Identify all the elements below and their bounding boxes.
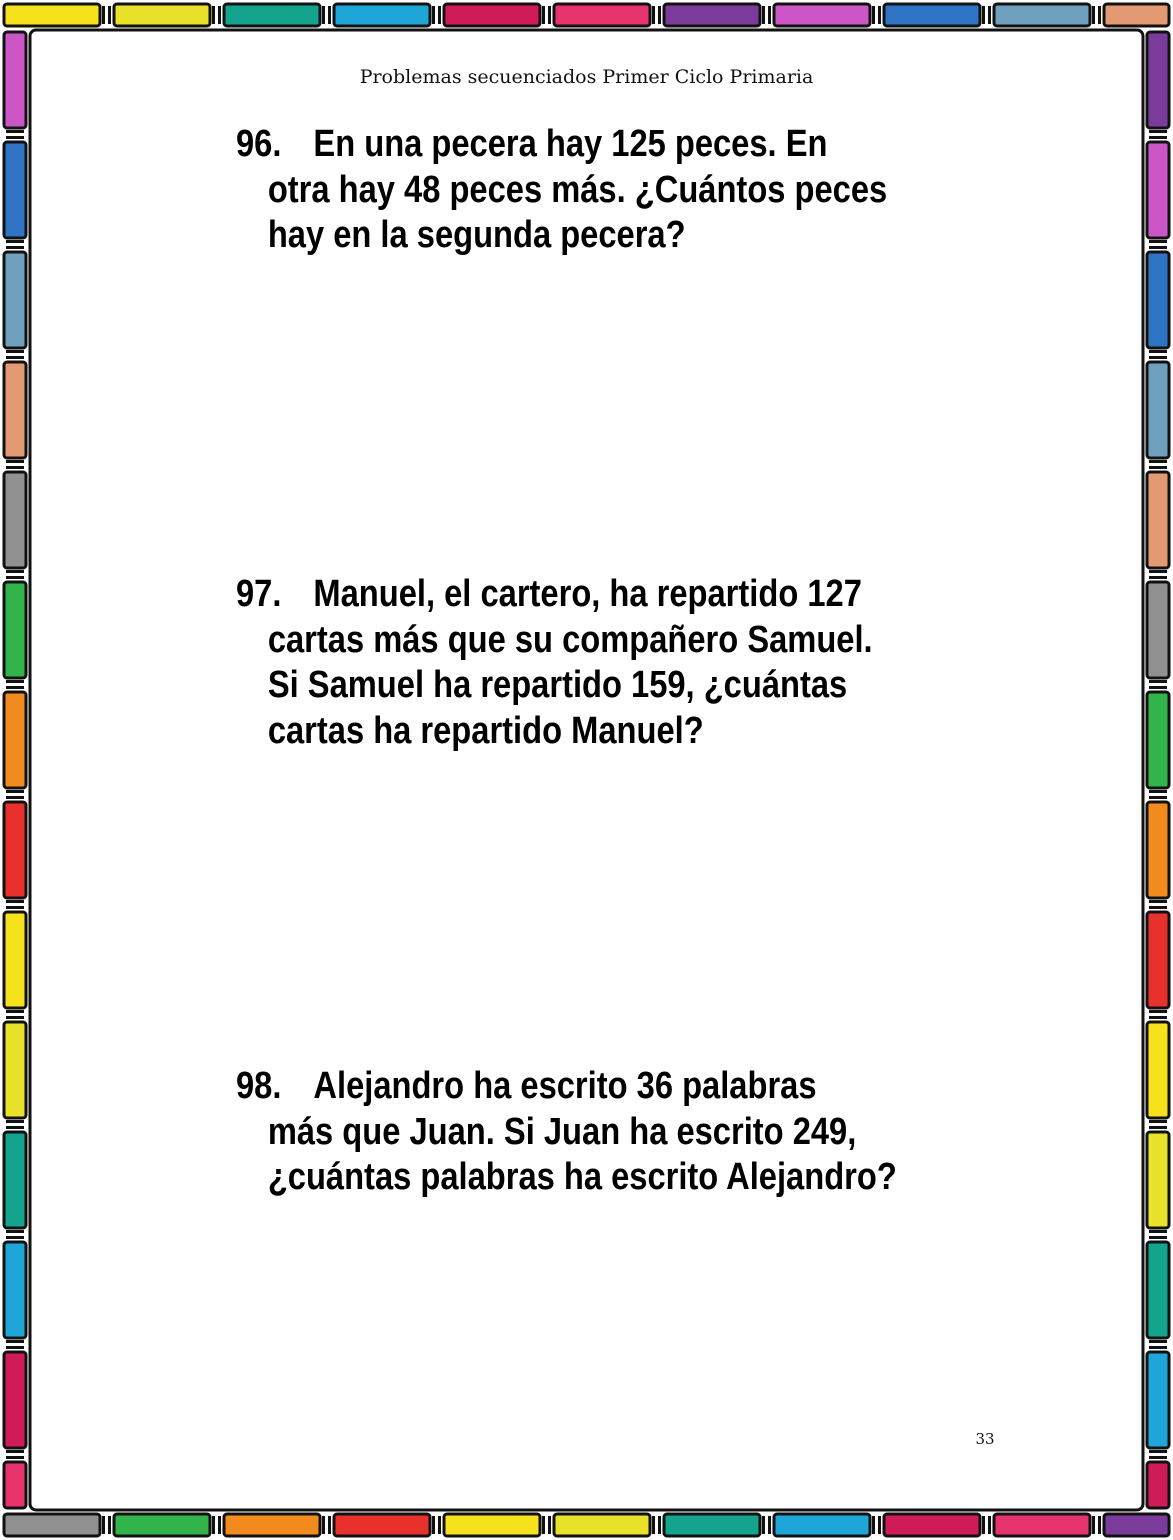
border-notch [1149,576,1167,579]
border-strip [4,472,26,568]
border-notch [1149,1010,1167,1013]
border-notch [988,1516,991,1534]
problem-line [236,1064,855,1110]
border-notch [1149,1450,1167,1453]
border-strip [4,1462,26,1508]
problem-96 [236,122,888,259]
border-strip [4,362,26,458]
border-notch [768,6,771,24]
border-strip [334,1514,430,1536]
border-notch [6,576,24,579]
border-strip [1147,1132,1169,1228]
border-strip [4,802,26,898]
border-strip [1147,252,1169,348]
border-notch [1149,686,1167,689]
problem-98 [236,1064,897,1201]
border-notch [432,6,435,24]
border-notch [6,136,24,139]
border-notch [872,6,875,24]
border-notch [1149,906,1167,909]
border-notch [6,246,24,249]
border-notch [878,1516,881,1534]
border-notch [6,1016,24,1019]
border-strip [1147,362,1169,458]
border-notch [6,570,24,573]
border-notch [1149,1456,1167,1459]
problem-line: ¿cuántas palabras ha escrito Alejandro? [267,1156,897,1198]
border-notch [1092,6,1095,24]
border-notch [1149,570,1167,573]
border-notch [1149,1230,1167,1233]
border-strip [4,1514,100,1536]
border-notch [1149,136,1167,139]
border-strip [4,1022,26,1118]
problem-number: 96. [236,123,282,165]
border-notch [432,1516,435,1534]
border-notch [652,1516,655,1534]
border-notch [1098,6,1101,24]
problem-number: 98. [236,1065,282,1107]
border-notch [1149,350,1167,353]
border-notch [1098,1516,1101,1534]
border-notch [6,1456,24,1459]
border-strip [4,692,26,788]
border-strip [1147,582,1169,678]
border-notch [438,6,441,24]
border-notch [328,1516,331,1534]
border-strip [4,1352,26,1448]
border-notch [768,1516,771,1534]
border-notch [658,6,661,24]
border-strip [1147,1022,1169,1118]
problem-line: cartas más que su compañero Samuel. [267,618,873,661]
border-strip [4,142,26,238]
problem-line: hay en la segunda pecera? [267,214,686,256]
border-strip [334,4,430,26]
border-notch [1149,1120,1167,1123]
border-strip [994,4,1090,26]
border-strip [1147,802,1169,898]
border-notch [6,130,24,133]
border-notch [6,906,24,909]
problem-line [236,122,855,168]
border-notch [218,6,221,24]
border-notch [322,6,325,24]
border-notch [212,6,215,24]
border-strip [664,4,760,26]
border-notch [762,6,765,24]
border-strip [884,1514,980,1536]
border-notch [108,1516,111,1534]
border-notch [1149,130,1167,133]
border-notch [6,1236,24,1239]
border-strip [1104,4,1169,26]
border-strip [664,1514,760,1536]
border-strip [4,582,26,678]
border-strip [774,4,870,26]
border-notch [1149,246,1167,249]
border-notch [1149,680,1167,683]
border-strip [224,1514,320,1536]
border-notch [212,1516,215,1534]
border-notch [1149,1016,1167,1019]
border-notch [6,1230,24,1233]
border-notch [6,1340,24,1343]
border-notch [1149,240,1167,243]
border-notch [1149,900,1167,903]
border-notch [658,1516,661,1534]
border-strip [554,1514,650,1536]
border-strip [994,1514,1090,1536]
border-notch [6,1126,24,1129]
border-notch [1149,460,1167,463]
problem-number: 97. [236,573,282,615]
border-strip [4,252,26,348]
border-notch [982,6,985,24]
border-notch [108,6,111,24]
problem-line: cartas ha repartido Manuel? [267,709,704,752]
border-notch [652,6,655,24]
border-notch [6,356,24,359]
border-strip [1147,142,1169,238]
border-notch [6,466,24,469]
border-notch [322,1516,325,1534]
border-notch [982,1516,985,1534]
border-strip [114,4,210,26]
border-notch [1149,466,1167,469]
border-notch [1149,1346,1167,1349]
border-notch [6,686,24,689]
border-strip [4,912,26,1008]
border-strip [1104,1514,1169,1536]
border-notch [102,1516,105,1534]
border-notch [548,6,551,24]
border-notch [878,6,881,24]
problem-line: Si Samuel ha repartido 159, ¿cuántas [267,664,848,706]
border-notch [6,680,24,683]
border-strip [224,4,320,26]
problem-line: más que Juan. Si Juan ha escrito 249, [267,1110,857,1153]
border-notch [6,460,24,463]
border-notch [328,6,331,24]
border-strip [1147,692,1169,788]
border-notch [218,1516,221,1534]
problem-text: Alejandro ha escrito 36 palabras [313,1065,817,1107]
problem-text: Manuel, el cartero, ha repartido 127 [313,573,862,615]
problem-line [236,572,862,618]
border-notch [872,1516,875,1534]
border-strip [1147,1462,1169,1508]
border-notch [6,796,24,799]
border-notch [102,6,105,24]
border-notch [1149,1340,1167,1343]
border-notch [988,6,991,24]
border-notch [6,790,24,793]
border-notch [6,1346,24,1349]
border-strip [444,1514,540,1536]
border-notch [6,900,24,903]
border-notch [1092,1516,1095,1534]
page-number: 33 [975,1430,995,1448]
border-strip [554,4,650,26]
border-strip [4,1242,26,1338]
border-strip [114,1514,210,1536]
border-notch [1149,1126,1167,1129]
border-strip [1147,1352,1169,1448]
border-notch [438,1516,441,1534]
border-notch [6,1450,24,1453]
border-notch [1149,796,1167,799]
border-notch [1149,790,1167,793]
running-header: Problemas secuenciados Primer Ciclo Primaria [359,66,814,88]
border-strip [884,4,980,26]
problem-text: En una pecera hay 125 peces. En [313,123,828,165]
border-notch [1149,1236,1167,1239]
border-strip [774,1514,870,1536]
border-notch [6,240,24,243]
border-notch [6,350,24,353]
border-strip [1147,472,1169,568]
border-notch [762,1516,765,1534]
border-strip [1147,912,1169,1008]
border-notch [542,6,545,24]
border-strip [4,1132,26,1228]
problem-line: otra hay 48 peces más. ¿Cuántos peces [267,168,888,211]
border-notch [6,1010,24,1013]
border-notch [6,1120,24,1123]
border-strip [444,4,540,26]
border-strip [4,4,100,26]
border-notch [548,1516,551,1534]
border-notch [1149,356,1167,359]
border-strip [1147,1242,1169,1338]
border-notch [542,1516,545,1534]
problem-97 [236,572,873,754]
